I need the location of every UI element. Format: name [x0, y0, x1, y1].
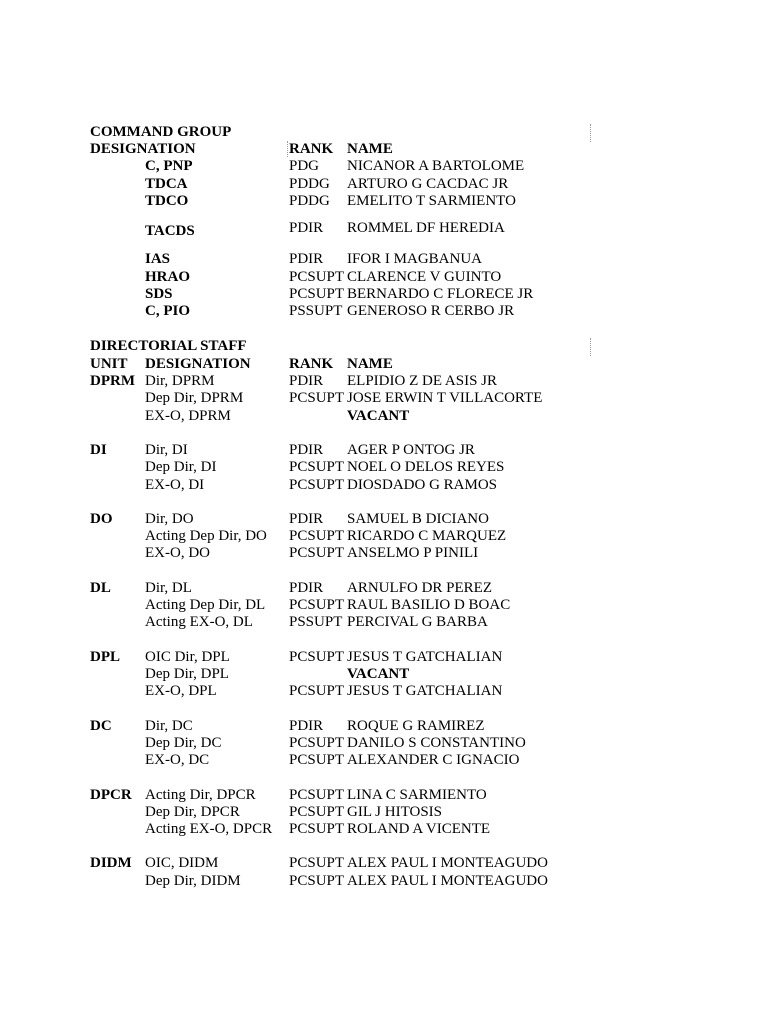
table-row	[0, 596, 768, 614]
name-cell: SAMUEL B DICIANO	[347, 511, 489, 527]
rank-cell: PCSUPT	[289, 649, 345, 665]
designation-cell: Acting EX-O, DL	[145, 614, 253, 630]
table-header	[0, 140, 768, 158]
rank-cell: PCSUPT	[289, 459, 345, 475]
table-row	[0, 268, 768, 286]
table-row	[0, 734, 768, 752]
designation-cell: Dep Dir, DC	[145, 735, 222, 751]
name-cell: JESUS T GATCHALIAN	[347, 683, 503, 699]
unit-label: DO	[90, 511, 113, 527]
name-cell: IFOR I MAGBANUA	[347, 251, 483, 267]
table-row	[0, 407, 768, 425]
rank-cell: PCSUPT	[289, 390, 345, 406]
table-row	[0, 302, 768, 320]
name-cell: DIOSDADO G RAMOS	[347, 477, 498, 493]
designation-cell: EX-O, DC	[145, 752, 210, 768]
name-cell: LINA C SARMIENTO	[347, 787, 487, 803]
unit-label: DPCR	[90, 787, 132, 803]
designation-cell: Dep Dir, DI	[145, 459, 217, 475]
designation-cell: Dep Dir, DPRM	[145, 390, 244, 406]
table-row	[0, 717, 768, 735]
table-row	[0, 458, 768, 476]
unit-label: DC	[90, 718, 112, 734]
rank-cell: PDDG	[289, 193, 330, 209]
name-cell: ALEX PAUL I MONTEAGUDO	[347, 873, 548, 889]
name-cell: ROQUE G RAMIREZ	[347, 718, 485, 734]
rank-cell: PDIR	[289, 580, 324, 596]
designation-cell: C, PNP	[145, 158, 193, 174]
table-row	[0, 389, 768, 407]
unit-label: DPRM	[90, 373, 135, 389]
rank-cell: PCSUPT	[289, 286, 345, 302]
rank-cell: PSSUPT	[289, 303, 343, 319]
name-cell: ANSELMO P PINILI	[347, 545, 479, 561]
designation-cell: IAS	[145, 251, 171, 267]
designation-cell: EX-O, DO	[145, 545, 210, 561]
rank-cell: PCSUPT	[289, 752, 345, 768]
table-row	[0, 665, 768, 683]
rank-cell: PDIR	[289, 718, 324, 734]
rank-cell: PCSUPT	[289, 597, 345, 613]
table-row	[0, 613, 768, 631]
name-cell: NOEL O DELOS REYES	[347, 459, 505, 475]
rank-cell: PDG	[289, 158, 320, 174]
rank-cell: PCSUPT	[289, 787, 345, 803]
table-row	[0, 175, 768, 193]
rank-cell: PDIR	[289, 511, 324, 527]
table-header	[0, 355, 768, 373]
table-row	[0, 648, 768, 666]
designation-cell: Dep Dir, DPL	[145, 666, 229, 682]
rank-cell: PDDG	[289, 176, 330, 192]
rank-cell: PDIR	[289, 220, 324, 236]
rank-cell: PDIR	[289, 442, 324, 458]
name-column-header: NAME	[347, 141, 393, 157]
designation-cell: Dir, DI	[145, 442, 188, 458]
rank-cell: PDIR	[289, 251, 324, 267]
table-row	[0, 872, 768, 890]
table-row	[0, 527, 768, 545]
name-cell: JOSE ERWIN T VILLACORTE	[347, 390, 543, 406]
designation-cell: Dir, DPRM	[145, 373, 215, 389]
designation-cell: Acting Dep Dir, DL	[145, 597, 266, 613]
name-cell: ROLAND A VICENTE	[347, 821, 491, 837]
designation-column-header: DESIGNATION	[145, 356, 251, 372]
designation-cell: OIC Dir, DPL	[145, 649, 230, 665]
name-cell: GENEROSO R CERBO JR	[347, 303, 515, 319]
table-row	[0, 854, 768, 872]
table-row	[0, 820, 768, 838]
table-row	[0, 372, 768, 390]
designation-column-header: DESIGNATION	[90, 141, 196, 157]
designation-cell: Dir, DC	[145, 718, 193, 734]
designation-cell: EX-O, DI	[145, 477, 205, 493]
table-row	[0, 157, 768, 175]
rank-cell: PCSUPT	[289, 269, 345, 285]
table-row	[0, 803, 768, 821]
designation-cell: SDS	[145, 286, 173, 302]
section-heading: DIRECTORIAL STAFF	[90, 338, 247, 354]
designation-cell: Dir, DL	[145, 580, 192, 596]
name-cell: DANILO S CONSTANTINO	[347, 735, 526, 751]
rank-cell: PCSUPT	[289, 873, 345, 889]
rank-column-header: RANK	[289, 356, 334, 372]
name-cell: RAUL BASILIO D BOAC	[347, 597, 511, 613]
rank-cell: PCSUPT	[289, 735, 345, 751]
name-cell: GIL J HITOSIS	[347, 804, 443, 820]
name-cell: ALEXANDER C IGNACIO	[347, 752, 520, 768]
name-column-header: NAME	[347, 356, 393, 372]
designation-cell: Acting Dep Dir, DO	[145, 528, 267, 544]
designation-cell: Acting Dir, DPCR	[145, 787, 256, 803]
table-row	[0, 285, 768, 303]
designation-cell: TDCA	[145, 176, 188, 192]
table-row	[0, 476, 768, 494]
designation-cell: Dir, DO	[145, 511, 194, 527]
rank-cell: PCSUPT	[289, 821, 345, 837]
name-cell: PERCIVAL G BARBA	[347, 614, 488, 630]
rank-cell: PCSUPT	[289, 683, 345, 699]
designation-cell: EX-O, DPL	[145, 683, 217, 699]
rank-cell: PCSUPT	[289, 545, 345, 561]
designation-cell: Dep Dir, DPCR	[145, 804, 240, 820]
rank-cell: PCSUPT	[289, 477, 345, 493]
name-cell: ELPIDIO Z DE ASIS JR	[347, 373, 498, 389]
table-row	[0, 682, 768, 700]
unit-label: DL	[90, 580, 111, 596]
table-row	[0, 579, 768, 597]
table-row	[0, 441, 768, 459]
table-row	[0, 786, 768, 804]
designation-cell: OIC, DIDM	[145, 855, 219, 871]
rank-cell: PCSUPT	[289, 528, 345, 544]
name-cell: BERNARDO C FLORECE JR	[347, 286, 534, 302]
name-cell: NICANOR A BARTOLOME	[347, 158, 525, 174]
unit-label: DIDM	[90, 855, 132, 871]
table-row	[0, 751, 768, 769]
unit-label: DPL	[90, 649, 120, 665]
designation-cell: Acting EX-O, DPCR	[145, 821, 273, 837]
designation-cell: C, PIO	[145, 303, 190, 319]
name-cell: ARNULFO DR PEREZ	[347, 580, 493, 596]
name-cell: ROMMEL DF HEREDIA	[347, 220, 505, 236]
table-row	[0, 250, 768, 268]
rank-cell: PDIR	[289, 373, 324, 389]
name-cell: VACANT	[347, 666, 410, 682]
name-cell: ARTURO G CACDAC JR	[347, 176, 509, 192]
section-heading: COMMAND GROUP	[90, 124, 232, 140]
name-cell: ALEX PAUL I MONTEAGUDO	[347, 855, 548, 871]
name-cell: JESUS T GATCHALIAN	[347, 649, 503, 665]
designation-cell: Dep Dir, DIDM	[145, 873, 241, 889]
table-row	[0, 544, 768, 562]
designation-cell: HRAO	[145, 269, 190, 285]
name-cell: RICARDO C MARQUEZ	[347, 528, 507, 544]
designation-cell: TDCO	[145, 193, 189, 209]
designation-cell: EX-O, DPRM	[145, 408, 231, 424]
name-cell: EMELITO T SARMIENTO	[347, 193, 516, 209]
rank-cell: PCSUPT	[289, 804, 345, 820]
name-cell: AGER P ONTOG JR	[347, 442, 475, 458]
rank-column-header: RANK	[289, 141, 334, 157]
rank-cell: PSSUPT	[289, 614, 343, 630]
name-cell: VACANT	[347, 408, 410, 424]
table-row	[0, 219, 768, 237]
designation-cell: TACDS	[145, 223, 195, 239]
rank-cell: PCSUPT	[289, 855, 345, 871]
unit-label: DI	[90, 442, 107, 458]
unit-column-header: UNIT	[90, 356, 128, 372]
name-cell: CLARENCE V GUINTO	[347, 269, 502, 285]
table-row	[0, 192, 768, 210]
table-row	[0, 510, 768, 528]
